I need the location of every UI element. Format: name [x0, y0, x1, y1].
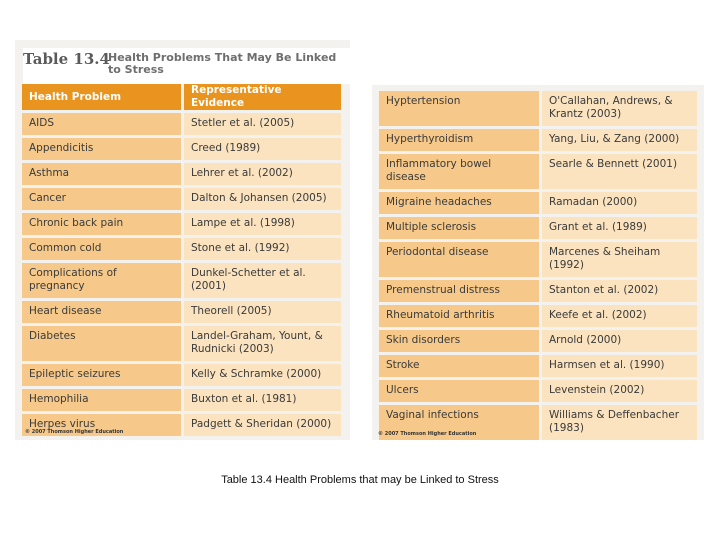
health-problem-cell: Rheumatoid arthritis [379, 305, 539, 327]
evidence-cell: Harmsen et al. (1990) [542, 355, 697, 377]
evidence-cell: Dalton & Johansen (2005) [184, 188, 341, 210]
health-problem-cell: Hyptertension [379, 91, 539, 126]
evidence-cell: Dunkel-Schetter et al. (2001) [184, 263, 341, 298]
table-row [379, 154, 697, 189]
evidence-cell: Creed (1989) [184, 138, 341, 160]
evidence-cell: Lampe et al. (1998) [184, 213, 341, 235]
evidence-cell: Searle & Bennett (2001) [542, 154, 697, 189]
evidence-cell: Keefe et al. (2002) [542, 305, 697, 327]
health-problem-cell: Inflammatory bowel disease [379, 154, 539, 189]
table-row [379, 305, 697, 327]
health-problem-cell: Migraine headaches [379, 192, 539, 214]
column-header-health-problem: Health Problem [22, 84, 181, 110]
evidence-cell: Williams & Deffenbacher (1983) [542, 405, 697, 440]
health-problem-cell: Epileptic seizures [22, 364, 181, 386]
evidence-cell: Landel-Graham, Yount, & Rudnicki (2003) [184, 326, 341, 361]
health-problem-cell: Asthma [22, 163, 181, 185]
table-row [22, 263, 341, 298]
right-table-panel [372, 85, 704, 440]
table-row [22, 326, 341, 361]
column-header-representative-evidence: Representative Evidence [184, 84, 341, 110]
header-row [22, 84, 341, 110]
health-problem-cell: Heart disease [22, 301, 181, 323]
table-row [379, 129, 697, 151]
table-number: Table 13.4 [23, 50, 110, 68]
health-problem-cell: Stroke [379, 355, 539, 377]
left-table-panel [15, 40, 350, 440]
table-row [22, 188, 341, 210]
right-table [376, 88, 700, 443]
table-header [23, 48, 350, 84]
table-row [379, 330, 697, 352]
table-title: Health Problems That May Be Linked to Stress [108, 51, 337, 76]
health-problem-cell: Complications of pregnancy [22, 263, 181, 298]
right-table-body [379, 91, 697, 440]
health-problem-cell: Ulcers [379, 380, 539, 402]
evidence-cell: Marcenes & Sheiham (1992) [542, 242, 697, 277]
table-row [379, 192, 697, 214]
left-table [19, 81, 344, 439]
health-problem-cell: Diabetes [22, 326, 181, 361]
health-problem-cell: Common cold [22, 238, 181, 260]
evidence-cell: Arnold (2000) [542, 330, 697, 352]
table-row [22, 113, 341, 135]
evidence-cell: O'Callahan, Andrews, & Krantz (2003) [542, 91, 697, 126]
health-problem-cell: AIDS [22, 113, 181, 135]
evidence-cell: Stone et al. (1992) [184, 238, 341, 260]
table-row [22, 163, 341, 185]
table-row [379, 280, 697, 302]
health-problem-cell: Skin disorders [379, 330, 539, 352]
evidence-cell: Theorell (2005) [184, 301, 341, 323]
evidence-cell: Yang, Liu, & Zang (2000) [542, 129, 697, 151]
health-problem-cell: Herpes virus [22, 414, 181, 436]
health-problem-cell: Cancer [22, 188, 181, 210]
health-problem-cell: Periodontal disease [379, 242, 539, 277]
evidence-cell: Kelly & Schramke (2000) [184, 364, 341, 386]
evidence-cell: Lehrer et al. (2002) [184, 163, 341, 185]
table-row [22, 138, 341, 160]
evidence-cell: Padgett & Sheridan (2000) [184, 414, 341, 436]
table-row [379, 355, 697, 377]
table-row [379, 217, 697, 239]
table-row [379, 242, 697, 277]
table-row [22, 213, 341, 235]
health-problem-cell: Hemophilia [22, 389, 181, 411]
evidence-cell: Stetler et al. (2005) [184, 113, 341, 135]
evidence-cell: Grant et al. (1989) [542, 217, 697, 239]
copyright-notice: © 2007 Thomson Higher Education [25, 429, 124, 435]
evidence-cell: Ramadan (2000) [542, 192, 697, 214]
table-row [379, 91, 697, 126]
health-problem-cell: Vaginal infections [379, 405, 539, 440]
health-problem-cell: Hyperthyroidism [379, 129, 539, 151]
left-table-body [22, 113, 341, 436]
evidence-cell: Levenstein (2002) [542, 380, 697, 402]
table-row [379, 380, 697, 402]
table-row [22, 301, 341, 323]
table-row [22, 238, 341, 260]
table-row [22, 389, 341, 411]
health-problem-cell: Appendicitis [22, 138, 181, 160]
slide-caption: Table 13.4 Health Problems that may be Linked to Stress [221, 474, 499, 486]
health-problem-cell: Multiple sclerosis [379, 217, 539, 239]
health-problem-cell: Premenstrual distress [379, 280, 539, 302]
table-row [22, 364, 341, 386]
health-problem-cell: Chronic back pain [22, 213, 181, 235]
evidence-cell: Buxton et al. (1981) [184, 389, 341, 411]
evidence-cell: Stanton et al. (2002) [542, 280, 697, 302]
copyright-notice: © 2007 Thomson Higher Education [378, 431, 477, 437]
